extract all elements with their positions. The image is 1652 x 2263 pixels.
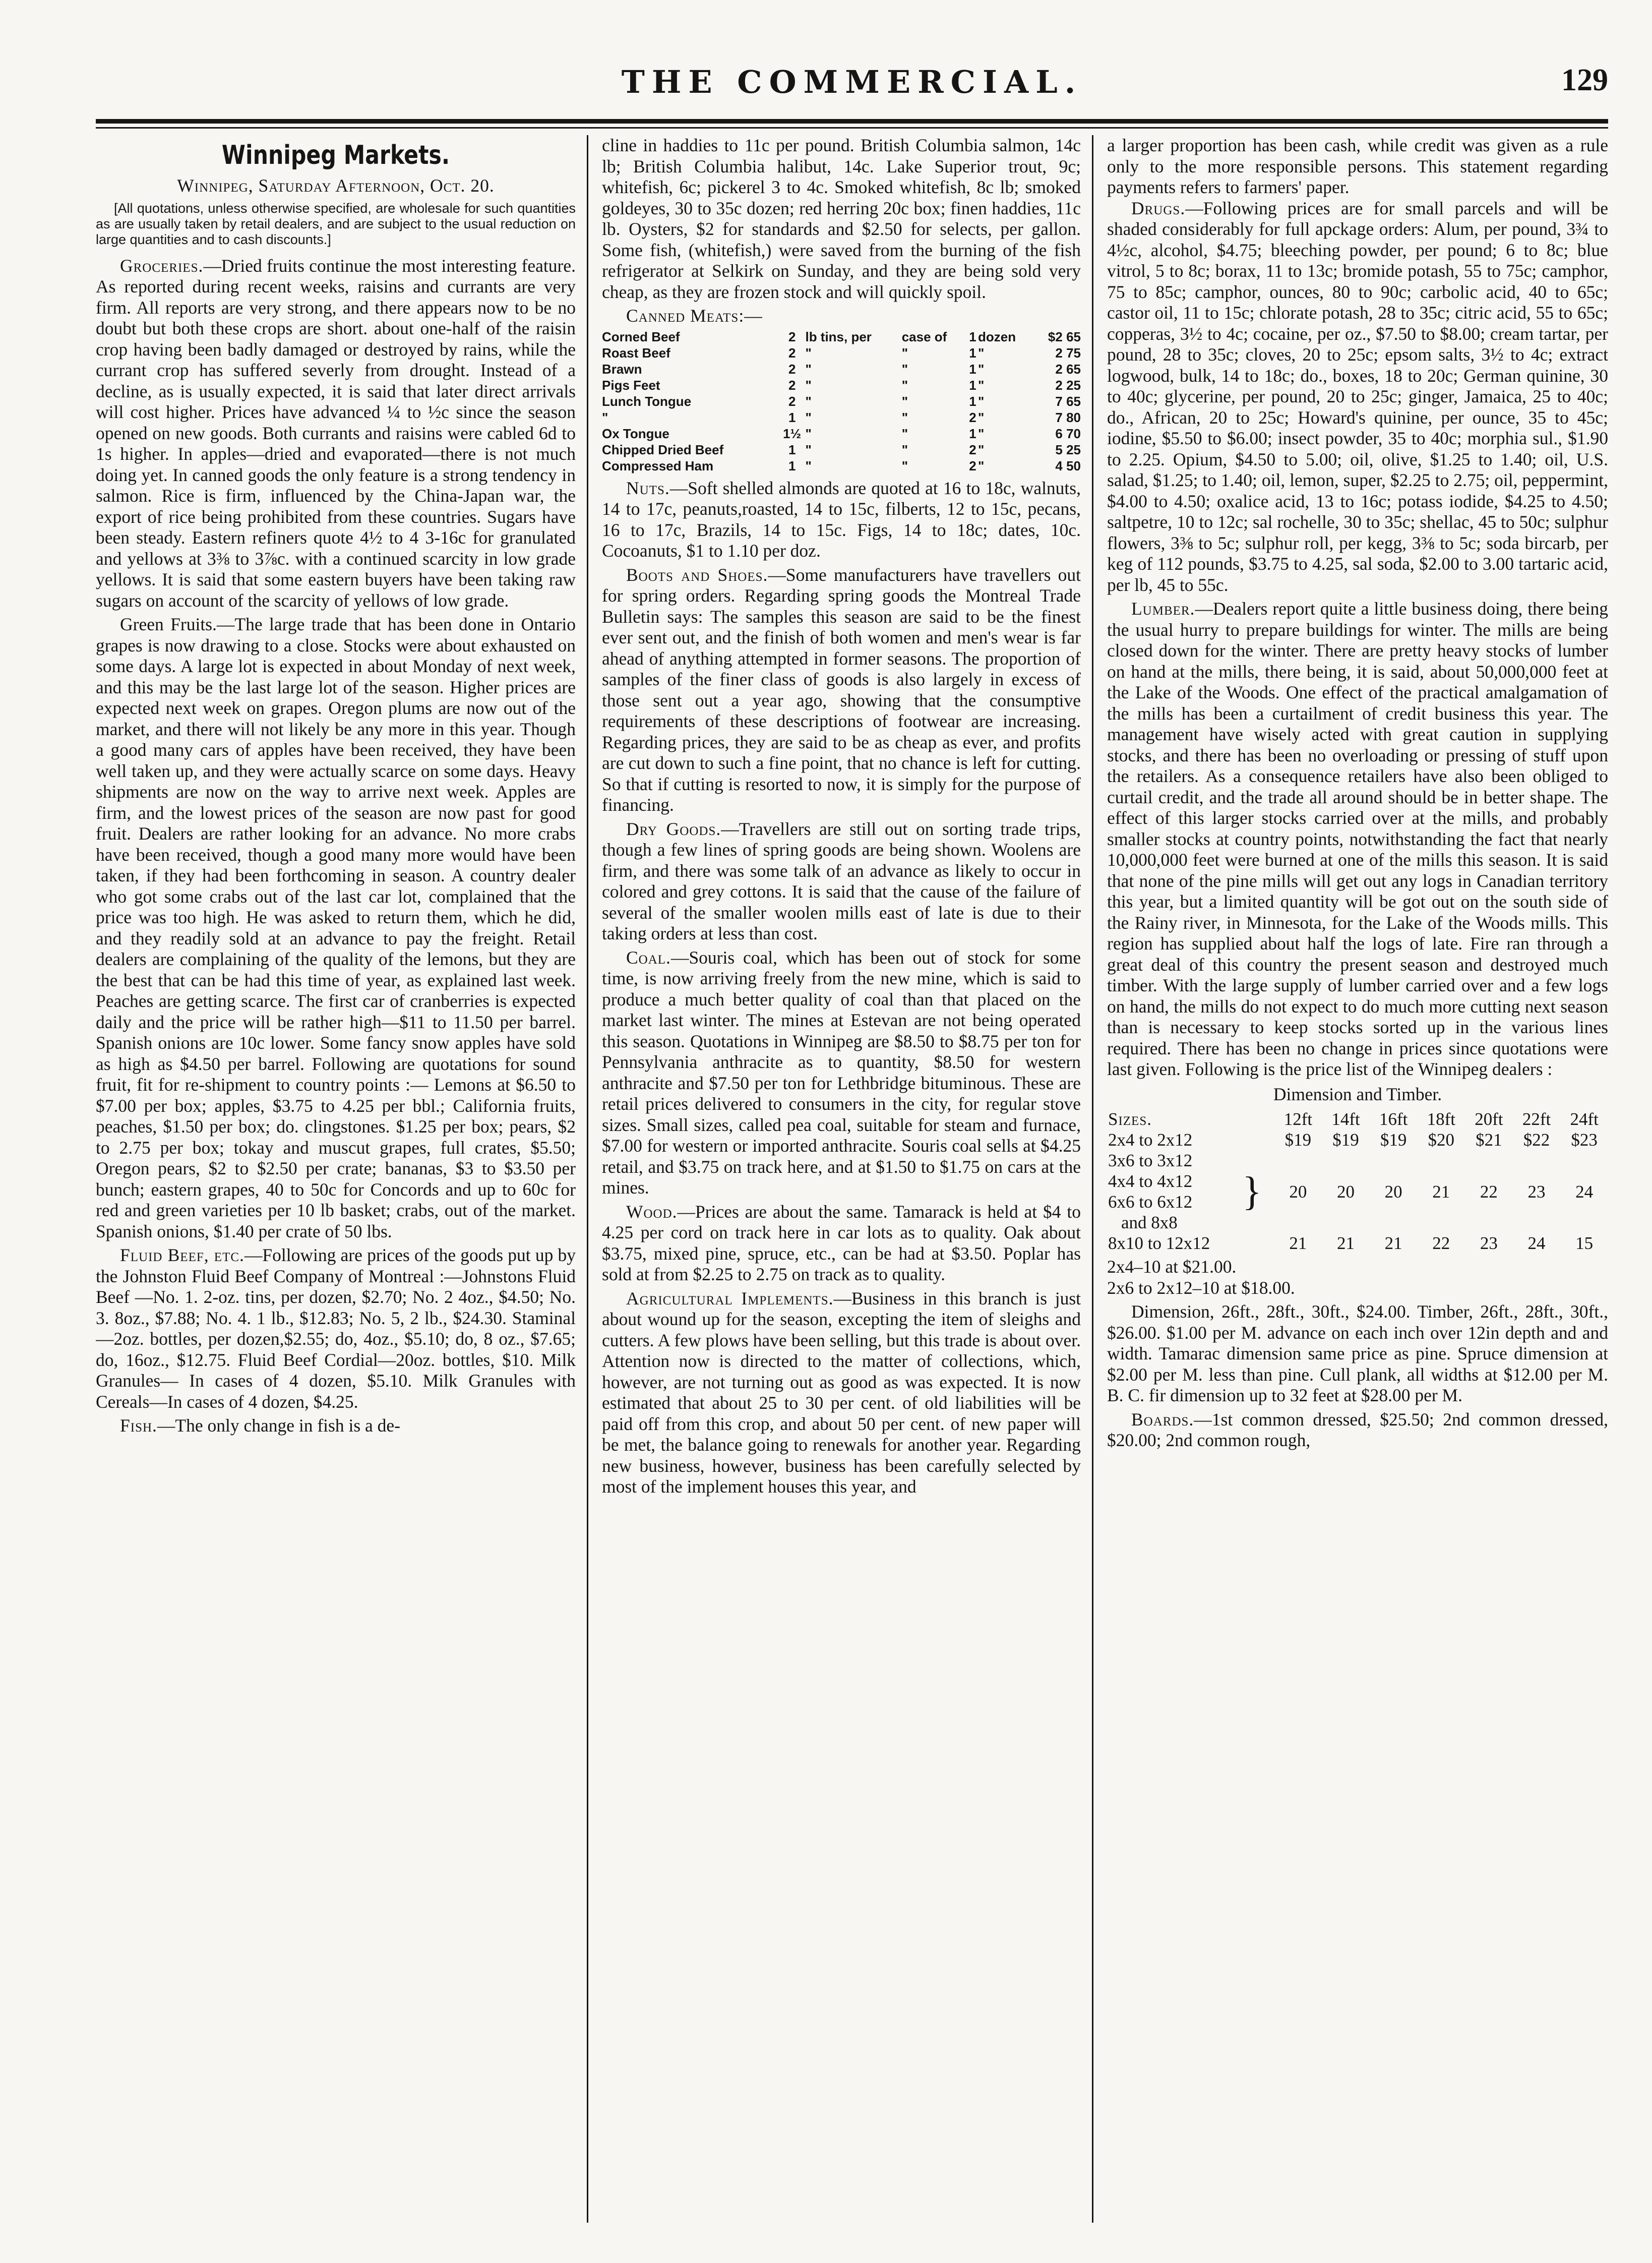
column-divider xyxy=(1092,135,1093,2223)
table-cell: 2 xyxy=(788,329,796,344)
table-cell: 2 xyxy=(788,393,796,409)
table-cell: " xyxy=(901,442,908,457)
table-row xyxy=(602,409,1081,426)
nuts-paragraph xyxy=(602,478,1081,562)
table-header-cell: 18ft xyxy=(1427,1109,1455,1129)
table-cell: 1 xyxy=(969,377,976,393)
table-header-cell: 24ft xyxy=(1570,1109,1599,1129)
column-2 xyxy=(602,135,1081,2223)
table-cell: 21 xyxy=(1384,1233,1402,1253)
table-cell: $19 xyxy=(1284,1130,1312,1150)
table-cell: " xyxy=(805,361,812,377)
brace-glyph: } xyxy=(1242,1169,1262,1214)
row-label-group xyxy=(1107,1150,1242,1233)
table-cell: 2 xyxy=(969,442,976,457)
paragraph-text: —Soft shelled almonds are quoted at 16 to 18c, walnuts, 14 to 17c, peanuts,roasted, 14 to 15c, filberts, 12 to 15c, pecans, 16 to 17c, Brazils, 14 to 15c. Figs, 14 to 18c; dates, 10c. Cocoanuts, $1 to 1.10 per doz. xyxy=(602,478,1081,561)
paragraph-text: —Prices are about the same. Tamarack is held at $4 to 4.25 per cord on track here in car lots as to quality. Oak about $3.75, mixed pine, spruce, etc., can be had at $3.50. Poplar has sold at from $2.25 to 2.75 on track as to quality. xyxy=(602,1201,1081,1284)
table-cell: $20 xyxy=(1428,1130,1455,1150)
section-head: Drugs. xyxy=(1131,198,1186,218)
table-cell: " xyxy=(978,458,985,473)
wood-paragraph xyxy=(602,1202,1081,1285)
paragraph-text: —Dealers report quite a little business doing, there being the usual hurry to prepare buildings for winter. The mills are being closed down for the winter. There are pretty heavy stocks of lumber on hand at the mills, there being, it is said, about 50,000,000 feet at the Lake of the Woods. One effect of the practical amalgamation of the mills has been a curtailment of credit business this year. The management have wisely acted with great caution in supplying stocks, and there has been no overloading or pressing of stuff upon the retailers. As a consequence retailers have also been obliged to curtail credit, and the trade all around should be in better shape. The effect of this larger stocks carried over at the mills, and probably smaller stocks at country points, notwithstanding the fact that nearly 10,000,000 feet were burned at one of the mills this season. It is said that none of the pine mills will get out any logs in Canadian territory this year, but a limited quantity will be got out on the south side of the Rainy river, in Minnesota, for the Lake of the Woods mills. This region has supplied about half the logs of late. Fire ran through a great deal of this country the present season and destroyed much timber. With the large supply of lumber carried over and a few logs on hand, the mills do not expect to do much more cutting next season than is necessary to keep stocks sorted up in the various lines required. There has been no change in prices since quotations were last given. Following is the price list of the Winnipeg dealers : xyxy=(1107,599,1608,1079)
section-head: Lumber. xyxy=(1131,599,1195,619)
column-divider xyxy=(587,135,588,2223)
table-cell: $23 xyxy=(1571,1130,1598,1150)
coal-paragraph xyxy=(602,947,1081,1199)
table-cell: 2 xyxy=(969,458,976,473)
table-cell: " xyxy=(978,393,985,409)
table-cell: 22 xyxy=(1432,1233,1450,1253)
table-cell: 2 65 xyxy=(1055,361,1081,377)
paragraph-text: —Business in this branch is just about wound up for the season, excepting the item of sleighs and cutters. A few plows have been selling, but this trade is about over. Attention now is directed to the matter of collections, which, however, are not turning out as good as was expected. It is now estimated that about 25 to 30 per cent. of old liabilities will be paid off from this crop, and about 50 per cent. of new paper will be met, the balance going to renewals for another year. Regarding new business, however, business has been carefully selected by most of the implement houses this year, and xyxy=(602,1288,1081,1497)
table-cell: " xyxy=(805,442,812,457)
table-cell: 1 xyxy=(788,442,796,457)
table-cell: Compressed Ham xyxy=(602,458,714,473)
table-cell: 4 50 xyxy=(1055,458,1081,473)
table-cell: case of xyxy=(901,329,947,344)
table-header-cell: Sizes. xyxy=(1108,1109,1152,1129)
table-cell: 23 xyxy=(1480,1233,1498,1253)
table-cell: " xyxy=(901,361,908,377)
implements-continued-paragraph: a larger proportion has been cash, while credit was given as a rule only to the more responsible persons. This statement regarding payments refers to farmers' paper. xyxy=(1107,135,1608,197)
table-cell: 21 xyxy=(1289,1233,1307,1253)
table-cell: 1 xyxy=(969,345,976,361)
table-cell: 23 xyxy=(1527,1181,1546,1202)
boards-paragraph xyxy=(1107,1409,1608,1451)
table-row xyxy=(1107,1129,1608,1150)
table-cell: " xyxy=(901,377,908,393)
table-cell: $19 xyxy=(1380,1130,1407,1150)
row-label: 3x6 to 3x12 xyxy=(1108,1151,1193,1170)
table-cell: " xyxy=(805,345,812,361)
table-cell: 20 xyxy=(1289,1181,1307,1202)
paragraph-text: —Travellers are still out on sorting trade trips, though a few lines of spring goods are being shown. Woolens are firm, and there was some talk of an advance as likely to occur in colored and grey cottons. It is said that the cause of the failure of several of the smaller woolen mills east of late is due to their taking orders at less than cost. xyxy=(602,818,1081,943)
table-cell: " xyxy=(805,393,812,409)
dateline: Winnipeg, Saturday Afternoon, Oct. 20. xyxy=(177,175,495,196)
paragraph-text: —Following are prices of the goods put up by the Johnston Fluid Beef Company of Montreal :—Johnstons Fluid Beef —No. 1. 2-oz. tins, per dozen, $2.70; No. 2 4oz., $4.50; No. 3. 8oz., $7.88; No. 4. 1 lb., $12.83; No. 5, 2 lb., $24.30. Staminal—2oz. bottles, per dozen,$2.55; do, 4oz., $5.10; do, 8 oz., $7.65; do, 16oz., $12.75. Fluid Beef Cordial—20oz. bottles, $10. Milk Granules— In cases of 4 dozen, $5.10. Milk Granules with Cereals—In cases of 4 dozen, $4.25. xyxy=(96,1245,576,1412)
table-cell: " xyxy=(901,458,908,473)
table-header-cell: 12ft xyxy=(1283,1109,1313,1129)
table-cell: " xyxy=(901,409,908,425)
table-cell: 1 xyxy=(788,409,796,425)
table-cell: 24 xyxy=(1527,1233,1546,1253)
paragraph-text: —Some manufacturers have travellers out for spring orders. Regarding spring goods the Montreal Trade Bulletin says: The samples this season are said to be the finest ever sent out, and the finish of both women and men's wear is far ahead of anything attempted in former seasons. The proportion of samples of the finer class of goods is also largely in excess of those sent out a year ago, showing that the consumptive requirements of these descriptions of footwear are increasing. Regarding prices, they are said to be as cheap as ever, and profits are cut down to such a fine point, that no chance is left for cutting. So that if cutting is resorted to now, it is simply for the purpose of financing. xyxy=(602,564,1081,815)
table-cell: " xyxy=(901,345,908,361)
boots-shoes-paragraph xyxy=(602,565,1081,816)
table-row xyxy=(602,377,1081,393)
row-label: 4x4 to 4x12 xyxy=(1108,1171,1193,1191)
table-cell: " xyxy=(978,345,985,361)
table-row xyxy=(602,458,1081,474)
row-label: 6x6 to 6x12 xyxy=(1108,1192,1193,1212)
row-label: 8x10 to 12x12 xyxy=(1108,1233,1210,1253)
table-cell: " xyxy=(978,361,985,377)
agricultural-implements-paragraph xyxy=(602,1288,1081,1498)
table-header-cell: 14ft xyxy=(1331,1109,1360,1129)
table-cell: " xyxy=(602,409,608,425)
table-row xyxy=(1107,1150,1608,1233)
section-head: Boots and Shoes. xyxy=(626,564,768,585)
table-cell: 15 xyxy=(1575,1233,1594,1253)
table-cell: 2 25 xyxy=(1055,377,1081,393)
dimension-paragraph: Dimension, 26ft., 28ft., 30ft., $24.00. Timber, 26ft., 28ft., 30ft., $26.00. $1.00 per M. advance on each inch over 12in depth and and width. Tamarac dimension same price as pine. Spruce dimension at $2.00 per M. less than pine. Cull plank, all widths at $12.00 per M. B. C. fir dimension up to 32 feet at $28.00 per M. xyxy=(1107,1301,1608,1405)
table-cell: $21 xyxy=(1476,1130,1502,1150)
table-cell: Pigs Feet xyxy=(602,377,660,393)
table-row xyxy=(602,361,1081,377)
table-cell: 24 xyxy=(1575,1181,1594,1202)
section-head: Wood. xyxy=(626,1201,678,1222)
table-header-cell: 20ft xyxy=(1475,1109,1503,1129)
section-head: Nuts. xyxy=(626,478,670,498)
column-1 xyxy=(96,135,576,2223)
table-cell: 2 xyxy=(788,345,796,361)
table-cell: " xyxy=(901,426,908,441)
table-cell: 7 65 xyxy=(1055,393,1081,409)
table-cell: " xyxy=(978,442,985,457)
table-cell: $22 xyxy=(1523,1130,1550,1150)
table-cell: lb tins, per xyxy=(805,329,872,344)
table-cell: Corned Beef xyxy=(602,329,680,344)
table-cell: " xyxy=(978,409,985,425)
lumber-price-table xyxy=(1107,1109,1608,1254)
masthead xyxy=(96,59,1608,120)
row-label: 2x4 to 2x12 xyxy=(1108,1130,1193,1150)
header-rule xyxy=(96,119,1608,124)
article-title: Winnipeg Markets. xyxy=(221,140,450,170)
paragraph-text: —1st common dressed, $25.50; 2nd common dressed, $20.00; 2nd common rough, xyxy=(1107,1409,1608,1450)
fluid-beef-paragraph xyxy=(96,1245,576,1412)
table-cell: 1½ xyxy=(783,426,802,441)
table-cell: " xyxy=(805,377,812,393)
table-header-cell: 22ft xyxy=(1522,1109,1551,1129)
table-cell: dozen xyxy=(978,329,1016,344)
table-cell: 2 75 xyxy=(1055,345,1081,361)
table-row xyxy=(602,329,1081,345)
row-label: and 8x8 xyxy=(1121,1213,1178,1232)
table-row xyxy=(602,393,1081,409)
fish-continued-paragraph: cline in haddies to 11c per pound. British Columbia salmon, 14c lb; British Columbia halibut, 14c. Lake Superior trout, 9c; whitefish, 6c; pickerel 3 to 4c. Smoked whitefish, 8c lb; smoked goldeyes, 30 to 35c dozen; red herring 20c box; finen haddies, 11c lb. Oysters, $2 for standards and $2.50 for selects, per gallon. Some fish, (whitefish,) were saved from the burning of the fish refrigerator at Selkirk on Sunday, and they are being sold very cheap, as they are frozen stock and will quickly spoil. xyxy=(602,135,1081,302)
section-head: Dry Goods. xyxy=(626,818,721,839)
table-cell: 1 xyxy=(969,329,976,344)
paragraph-text: —Following prices are for small parcels and will be shaded considerably for full apckage orders: Alum, per pound, 3¾ to 4½c, alcohol, $4.75; bleeching powder, per pound; 6 to 8c; blue vitrol, 5 to 8c; borax, 11 to 13c; bromide potash, 55 to 75c; camphor, 75 to 85c; camphor, ounces, 80 to 90c; carbolic acid, 40 to 65c; castor oil, 11 to 15c; chlorate potash, 28 to 35c; citric acid, 55 to 65c; copperas, 3½ to 4c; cocaine, per oz., $7.50 to $8.00; cream tartar, per pound, 28 to 35c; cloves, 20 to 25c; epsom salts, 3½ to 4c; extract logwood, bulk, 14 to 18c; do., boxes, 18 to 20c; German quinine, 30 to 40c; glycerine, per pound, 20 to 25c; ginger, Jamaica, 25 to 40c; do., African, 20 to 25c; Howard's quinine, per ounce, 35 to 45c; iodine, $5.50 to $6.00; insect powder, 35 to 40c; morphia sul., $1.90 to 2.25. Opium, $4.50 to 5.00; oil, olive, $1.25 to 1.40; oil, U.S. salad, $1.25; to 1.40; oil, lemon, super, $2.25 to 2.75; oil, peppermint, $4.00 to 4.50; oxalice acid, 13 to 16c; potass iodide, $4.25 to 4.50; saltpetre, 10 to 12c; sal rochelle, 30 to 35c; shellac, 45 to 50c; sulphur flowers, 3⅜ to 5c; sulphur roll, per kegg, 3⅜ to 5c; soda bircarb, per keg of 112 pounds, $3.75 to 4.25, sal soda, $2.00 to 3.00 tartaric acid, per lb, 45 to 55c. xyxy=(1107,198,1608,595)
canned-meats-table xyxy=(602,329,1081,474)
table-cell: $19 xyxy=(1332,1130,1359,1150)
canned-meats-heading: Canned Meats:— xyxy=(626,306,763,326)
table-cell: $2 65 xyxy=(1048,329,1081,344)
table-cell: 21 xyxy=(1432,1181,1450,1202)
table-cell: 2 xyxy=(788,377,796,393)
dimension-timber-heading: Dimension and Timber. xyxy=(1273,1084,1442,1104)
newspaper-title: THE COMMERCIAL. xyxy=(621,64,1083,100)
table-cell: " xyxy=(901,393,908,409)
table-row xyxy=(602,426,1081,442)
table-cell: " xyxy=(805,409,812,425)
table-cell: " xyxy=(978,426,985,441)
dry-goods-paragraph xyxy=(602,819,1081,944)
section-head: Groceries. xyxy=(120,255,204,276)
header-rule-thin xyxy=(96,127,1608,129)
drugs-paragraph xyxy=(1107,198,1608,596)
lumber-paragraph xyxy=(1107,599,1608,1080)
lumber-note: 2x6 to 2x12–10 at $18.00. xyxy=(1107,1277,1295,1298)
table-cell: 20 xyxy=(1384,1181,1402,1202)
table-cell: Chipped Dried Beef xyxy=(602,442,724,457)
paragraph-text: —Dried fruits continue the most interesting feature. As reported during recent weeks, raisins and currants are very firm. All reports are very strong, and there appears now to be no doubt but both these crops are short. about one-half of the raisin crop having been badly damaged or destroyed by rains, while the currant crop has suffered severly from drought. Instead of a decline, as is usually expected, it is said that later direct arrivals will cost higher. Prices have advanced ¼ to ½c since the season opened on new goods. Both currants and raisins were cabled 6d to 1s higher. In apples—dried and evaporated—there is not much doing yet. In canned goods the only feature is a strong tendency in salmon. Rice is firm, influenced by the China-Japan war, the export of rice being prohibited from these countries. Sugars have been steady. Eastern refiners quote 4½ to 4 3-16c for granulated and yellows at 3⅜ to 3⅞c. with a continued scarcity in low grade yellows. It is said that some eastern buyers have been taking raw sugars on account of the scarcity of yellows of low grade. xyxy=(96,255,576,611)
table-cell: Roast Beef xyxy=(602,345,670,361)
quotation-note: [All quotations, unless otherwise specified, are wholesale for such quantities as are usually taken by retail dealers, and are subject to the usual reduction on large quantities and to cash discounts.] xyxy=(96,200,576,247)
table-cell: Ox Tongue xyxy=(602,426,669,441)
paragraph-text: —Souris coal, which has been out of stock for some time, is now arriving freely from the new mine, which is said to produce a much better quality of coal than that placed on the market last winter. The mines at Estevan are not being operated this season. Quotations in Winnipeg are $8.50 to $8.75 per ton for Pennsylvania anthracite as to quantity, $8.50 for western anthracite and $7.50 per ton for Lethbridge bituminous. These are retail prices delivered to consumers in the city, for regular stove sizes. Small sizes, called pea coal, suitable for steam and furnace, $7.00 for western or imported anthracite. Souris coal sells at $4.25 retail, and $3.75 on track here, and at $1.50 to $1.75 on cars at the mines. xyxy=(602,947,1081,1198)
table-cell: 1 xyxy=(969,426,976,441)
table-cell: 21 xyxy=(1337,1233,1355,1253)
page-number: 129 xyxy=(1561,63,1608,97)
table-row xyxy=(1107,1233,1608,1254)
paragraph-text: —The only change in fish is a de- xyxy=(157,1415,400,1436)
table-row xyxy=(602,442,1081,458)
groceries-paragraph xyxy=(96,256,576,612)
section-head: Fluid Beef, etc. xyxy=(120,1245,244,1265)
table-cell: 2 xyxy=(788,361,796,377)
section-head: Fish. xyxy=(120,1415,157,1436)
table-cell: 5 25 xyxy=(1055,442,1081,457)
table-header-cell: 16ft xyxy=(1379,1109,1408,1129)
green-fruits-paragraph: Green Fruits.—The large trade that has been done in Ontario grapes is now drawing to a close. Stocks were about exhausted on some days. A large lot is expected in about Monday of next week, and this may be the last large lot of the season. Higher prices are expected next week on grapes. Oregon plums are now out of the market, and there will not likely be any more in this year. Though a good many cars of apples have been received, they have been well taken up, and they were actually scarce on some days. Heavy shipments are now on the way to arrive next week. Apples are firm, and the lowest prices of the season are now past for good fruit. Dealers are rather looking for an advance. No more crabs have been received, though a good many more would have been taken, if they had been forthcoming in season. A country dealer who got some crabs out of the last car lot, complained that the price was too high. He was asked to return them, which he did, and they readily sold at an advance to pay the freight. Retail dealers are complaining of the quality of the lemons, but they are the best that can be had this time of year, as explained last week. Peaches are getting scarce. The first car of cranberries is expected daily and the price will be rather high—$11 to 11.50 per barrel. Spanish onions are 10c lower. Some fancy snow apples have sold as high as $4.50 per barrel. Following are quotations for sound fruit, fit for re-shipment to country points :— Lemons at $6.50 to $7.00 per box; apples, $3.75 to 4.25 per bbl.; California fruits, peaches, $1.50 per box; do. clingstones. $1.25 per box; pears, $2 to 2.75 per box; tokay and muscut grapes, full crates, $5.50; Oregon pears, $2 to $2.50 per crate; bananas, $3 to $3.50 per bunch; eastern grapes, 40 to 50c for Concords and up to 60c for red and green varieties per 10 lb basket; crabs, out of the market. Spanish onions, $1.40 per crate of 50 lbs. xyxy=(96,614,576,1241)
table-cell: 6 70 xyxy=(1055,426,1081,441)
column-3 xyxy=(1107,135,1608,2223)
table-cell: 7 80 xyxy=(1055,409,1081,425)
table-header-row xyxy=(1107,1109,1608,1129)
table-cell: 20 xyxy=(1337,1181,1355,1202)
table-cell: Lunch Tongue xyxy=(602,393,692,409)
table-cell: " xyxy=(805,426,812,441)
table-cell: " xyxy=(978,377,985,393)
table-row xyxy=(602,345,1081,361)
table-cell: 1 xyxy=(969,361,976,377)
lumber-note: 2x4–10 at $21.00. xyxy=(1107,1257,1237,1277)
table-cell: 1 xyxy=(969,393,976,409)
section-head: Coal. xyxy=(626,947,671,968)
table-cell: Brawn xyxy=(602,361,642,377)
fish-paragraph xyxy=(96,1415,576,1437)
table-cell: " xyxy=(805,458,812,473)
section-head: Agricultural Implements. xyxy=(626,1288,834,1308)
table-cell: 2 xyxy=(969,409,976,425)
table-cell: 22 xyxy=(1480,1181,1498,1202)
section-head: Boards. xyxy=(1131,1409,1194,1430)
table-cell: 1 xyxy=(788,458,796,473)
